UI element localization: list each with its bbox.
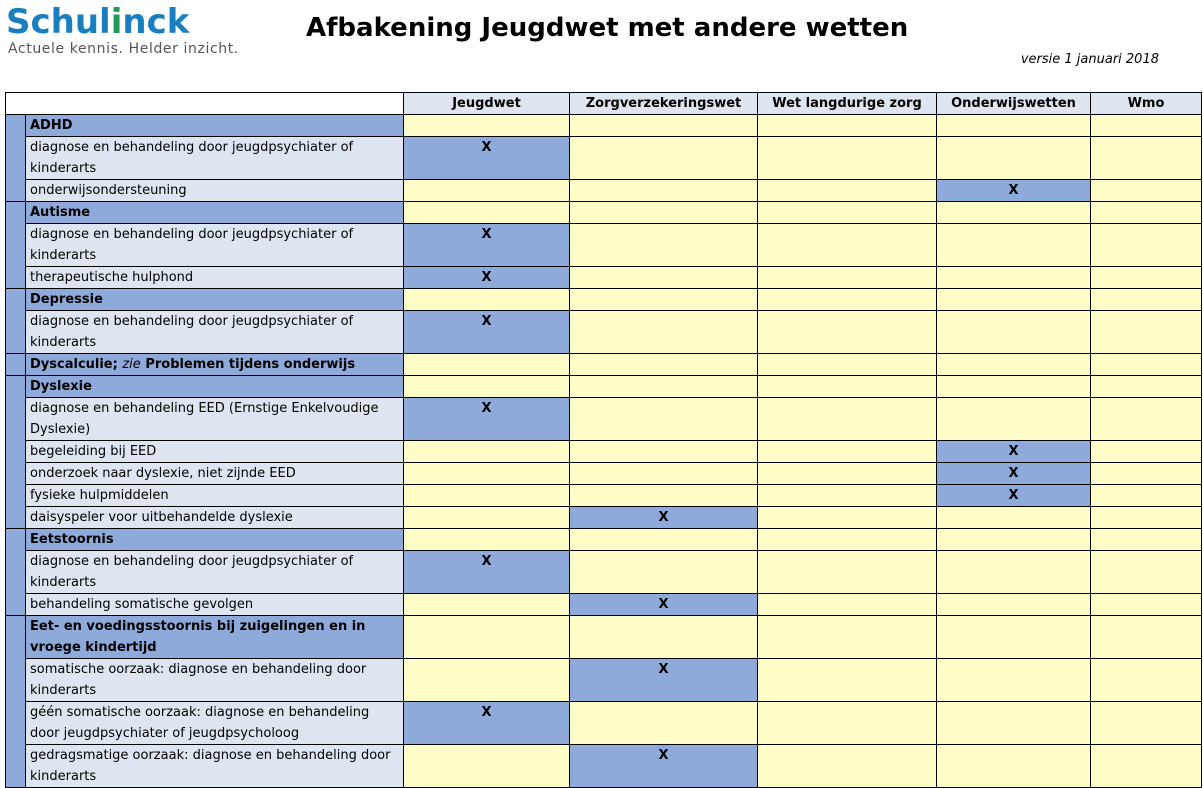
category-row xyxy=(6,616,1202,659)
table-cell xyxy=(1091,659,1202,702)
column-header-jeugdwet: Jeugdwet xyxy=(404,93,570,115)
marked-cell: X xyxy=(570,745,758,788)
table-cell xyxy=(570,441,758,463)
table-cell xyxy=(937,354,1091,376)
table-cell xyxy=(937,289,1091,311)
category-bar xyxy=(6,376,26,529)
table-cell xyxy=(1091,441,1202,463)
table-cell xyxy=(758,311,937,354)
table-cell xyxy=(570,115,758,137)
category-label: Autisme xyxy=(26,202,404,224)
category-bar xyxy=(6,354,26,376)
table-cell xyxy=(937,594,1091,616)
table-cell xyxy=(758,616,937,659)
table-cell xyxy=(758,594,937,616)
table-cell xyxy=(404,441,570,463)
logo-wordmark: Schulinck xyxy=(6,2,190,42)
item-label: fysieke hulpmiddelen xyxy=(26,485,404,507)
table-cell xyxy=(570,376,758,398)
marked-cell: X xyxy=(404,311,570,354)
table-cell xyxy=(570,616,758,659)
table-cell xyxy=(1091,702,1202,745)
marked-cell: X xyxy=(570,659,758,702)
item-label: daisyspeler voor uitbehandelde dyslexie xyxy=(26,507,404,529)
table-cell xyxy=(1091,463,1202,485)
item-label: diagnose en behandeling EED (Ernstige Enkelvoudige Dyslexie) xyxy=(26,398,404,441)
table-row xyxy=(6,224,1202,267)
category-label: Dyslexie xyxy=(26,376,404,398)
table-cell xyxy=(1091,180,1202,202)
marked-cell: X xyxy=(937,180,1091,202)
table-cell xyxy=(570,311,758,354)
table-header-row xyxy=(6,93,1202,115)
table-row xyxy=(6,745,1202,788)
table-cell xyxy=(758,115,937,137)
logo-tagline: Actuele kennis. Helder inzicht. xyxy=(8,41,239,57)
table-cell xyxy=(404,376,570,398)
page-title: Afbakening Jeugdwet met andere wetten xyxy=(306,13,909,43)
table-cell xyxy=(758,180,937,202)
marked-cell: X xyxy=(937,485,1091,507)
table-cell xyxy=(1091,507,1202,529)
table-cell xyxy=(404,115,570,137)
table-cell xyxy=(570,224,758,267)
table-cell xyxy=(1091,267,1202,289)
table-cell xyxy=(1091,115,1202,137)
table-cell xyxy=(570,398,758,441)
table-cell xyxy=(758,529,937,551)
item-label: diagnose en behandeling door jeugdpsychiater of kinderarts xyxy=(26,311,404,354)
table-cell xyxy=(404,745,570,788)
table-cell xyxy=(758,441,937,463)
column-header-onderwijswetten: Onderwijswetten xyxy=(937,93,1091,115)
marked-cell: X xyxy=(937,463,1091,485)
table-cell xyxy=(758,354,937,376)
table-cell xyxy=(937,529,1091,551)
table-cell xyxy=(404,202,570,224)
table-row xyxy=(6,398,1202,441)
table-cell xyxy=(570,529,758,551)
category-label: Eetstoornis xyxy=(26,529,404,551)
table-cell xyxy=(937,137,1091,180)
table-cell xyxy=(404,289,570,311)
table-cell xyxy=(937,376,1091,398)
table-cell xyxy=(758,137,937,180)
table-cell xyxy=(937,311,1091,354)
marked-cell: X xyxy=(404,137,570,180)
table-cell xyxy=(404,594,570,616)
schulinck-logo xyxy=(6,0,239,57)
table-cell xyxy=(404,463,570,485)
table-cell xyxy=(937,551,1091,594)
category-bar xyxy=(6,115,26,202)
table-cell xyxy=(1091,616,1202,659)
table-cell xyxy=(1091,224,1202,267)
table-cell xyxy=(937,745,1091,788)
marked-cell: X xyxy=(570,507,758,529)
item-label: behandeling somatische gevolgen xyxy=(26,594,404,616)
table-cell xyxy=(937,224,1091,267)
table-cell xyxy=(570,289,758,311)
marked-cell: X xyxy=(937,441,1091,463)
table-cell xyxy=(1091,529,1202,551)
table-cell xyxy=(1091,745,1202,788)
category-bar xyxy=(6,616,26,788)
table-row xyxy=(6,463,1202,485)
marked-cell: X xyxy=(404,224,570,267)
table-cell xyxy=(758,745,937,788)
table-cell xyxy=(1091,289,1202,311)
column-header-zorgverzekeringswet: Zorgverzekeringswet xyxy=(570,93,758,115)
table-cell xyxy=(570,463,758,485)
table-cell xyxy=(758,376,937,398)
table-cell xyxy=(1091,594,1202,616)
table-cell xyxy=(1091,551,1202,594)
jurisdiction-table xyxy=(5,92,1202,788)
table-row xyxy=(6,441,1202,463)
category-row xyxy=(6,376,1202,398)
table-row xyxy=(6,594,1202,616)
table-body xyxy=(6,115,1202,788)
table-cell xyxy=(404,507,570,529)
table-cell xyxy=(937,115,1091,137)
table-cell xyxy=(758,463,937,485)
table-cell xyxy=(937,702,1091,745)
table-cell xyxy=(404,659,570,702)
table-cell xyxy=(937,507,1091,529)
table-row xyxy=(6,659,1202,702)
table-cell xyxy=(758,289,937,311)
marked-cell: X xyxy=(570,594,758,616)
table-cell xyxy=(937,398,1091,441)
table-cell xyxy=(404,529,570,551)
table-cell xyxy=(570,485,758,507)
item-label: géén somatische oorzaak: diagnose en behandeling door jeugdpsychiater of jeugdpsycholoog xyxy=(26,702,404,745)
item-label: therapeutische hulphond xyxy=(26,267,404,289)
table-cell xyxy=(758,659,937,702)
table-cell xyxy=(570,202,758,224)
category-label: ADHD xyxy=(26,115,404,137)
item-label: diagnose en behandeling door jeugdpsychiater of kinderarts xyxy=(26,137,404,180)
item-label: gedragsmatige oorzaak: diagnose en behandeling door kinderarts xyxy=(26,745,404,788)
version-label: versie 1 januari 2018 xyxy=(1020,52,1159,67)
category-row xyxy=(6,289,1202,311)
table-cell xyxy=(937,202,1091,224)
item-label: onderzoek naar dyslexie, niet zijnde EED xyxy=(26,463,404,485)
table-cell xyxy=(1091,485,1202,507)
table-row xyxy=(6,267,1202,289)
table-cell xyxy=(570,354,758,376)
table-cell xyxy=(1091,354,1202,376)
item-label: somatische oorzaak: diagnose en behandeling door kinderarts xyxy=(26,659,404,702)
table-cell xyxy=(758,551,937,594)
table-cell xyxy=(937,267,1091,289)
item-label: diagnose en behandeling door jeugdpsychiater of kinderarts xyxy=(26,224,404,267)
table-row xyxy=(6,507,1202,529)
table-row xyxy=(6,485,1202,507)
table-cell xyxy=(937,659,1091,702)
item-label: diagnose en behandeling door jeugdpsychiater of kinderarts xyxy=(26,551,404,594)
table-row xyxy=(6,551,1202,594)
column-header-wet-langdurige-zorg: Wet langdurige zorg xyxy=(758,93,937,115)
column-header-wmo: Wmo xyxy=(1091,93,1202,115)
table-cell xyxy=(404,354,570,376)
table-row xyxy=(6,311,1202,354)
category-row xyxy=(6,202,1202,224)
category-label: Depressie xyxy=(26,289,404,311)
table-cell xyxy=(570,551,758,594)
table-cell xyxy=(570,267,758,289)
table-cell xyxy=(570,702,758,745)
table-row xyxy=(6,702,1202,745)
item-label: onderwijsondersteuning xyxy=(26,180,404,202)
category-row xyxy=(6,529,1202,551)
table-cell xyxy=(758,398,937,441)
table-cell xyxy=(404,485,570,507)
table-cell xyxy=(1091,311,1202,354)
category-bar xyxy=(6,289,26,354)
table-cell xyxy=(1091,376,1202,398)
category-label: Dyscalculie; zie Problemen tijdens onderwijs xyxy=(26,354,404,376)
table-cell xyxy=(404,180,570,202)
category-bar xyxy=(6,529,26,616)
marked-cell: X xyxy=(404,551,570,594)
table-row xyxy=(6,137,1202,180)
marked-cell: X xyxy=(404,398,570,441)
table-cell xyxy=(758,267,937,289)
category-row xyxy=(6,115,1202,137)
table-cell xyxy=(758,202,937,224)
marked-cell: X xyxy=(404,267,570,289)
table-cell xyxy=(758,224,937,267)
category-label: Eet- en voedingsstoornis bij zuigelingen en in vroege kindertijd xyxy=(26,616,404,659)
table-cell xyxy=(570,180,758,202)
marked-cell: X xyxy=(404,702,570,745)
table-row xyxy=(6,180,1202,202)
table-cell xyxy=(1091,398,1202,441)
table-cell xyxy=(1091,202,1202,224)
item-label: begeleiding bij EED xyxy=(26,441,404,463)
table-cell xyxy=(758,702,937,745)
table-cell xyxy=(937,616,1091,659)
table-cell xyxy=(758,485,937,507)
table-cell xyxy=(570,137,758,180)
table-cell xyxy=(758,507,937,529)
category-bar xyxy=(6,202,26,289)
table-cell xyxy=(404,616,570,659)
table-corner-cell xyxy=(6,93,404,115)
category-row xyxy=(6,354,1202,376)
table-cell xyxy=(1091,137,1202,180)
